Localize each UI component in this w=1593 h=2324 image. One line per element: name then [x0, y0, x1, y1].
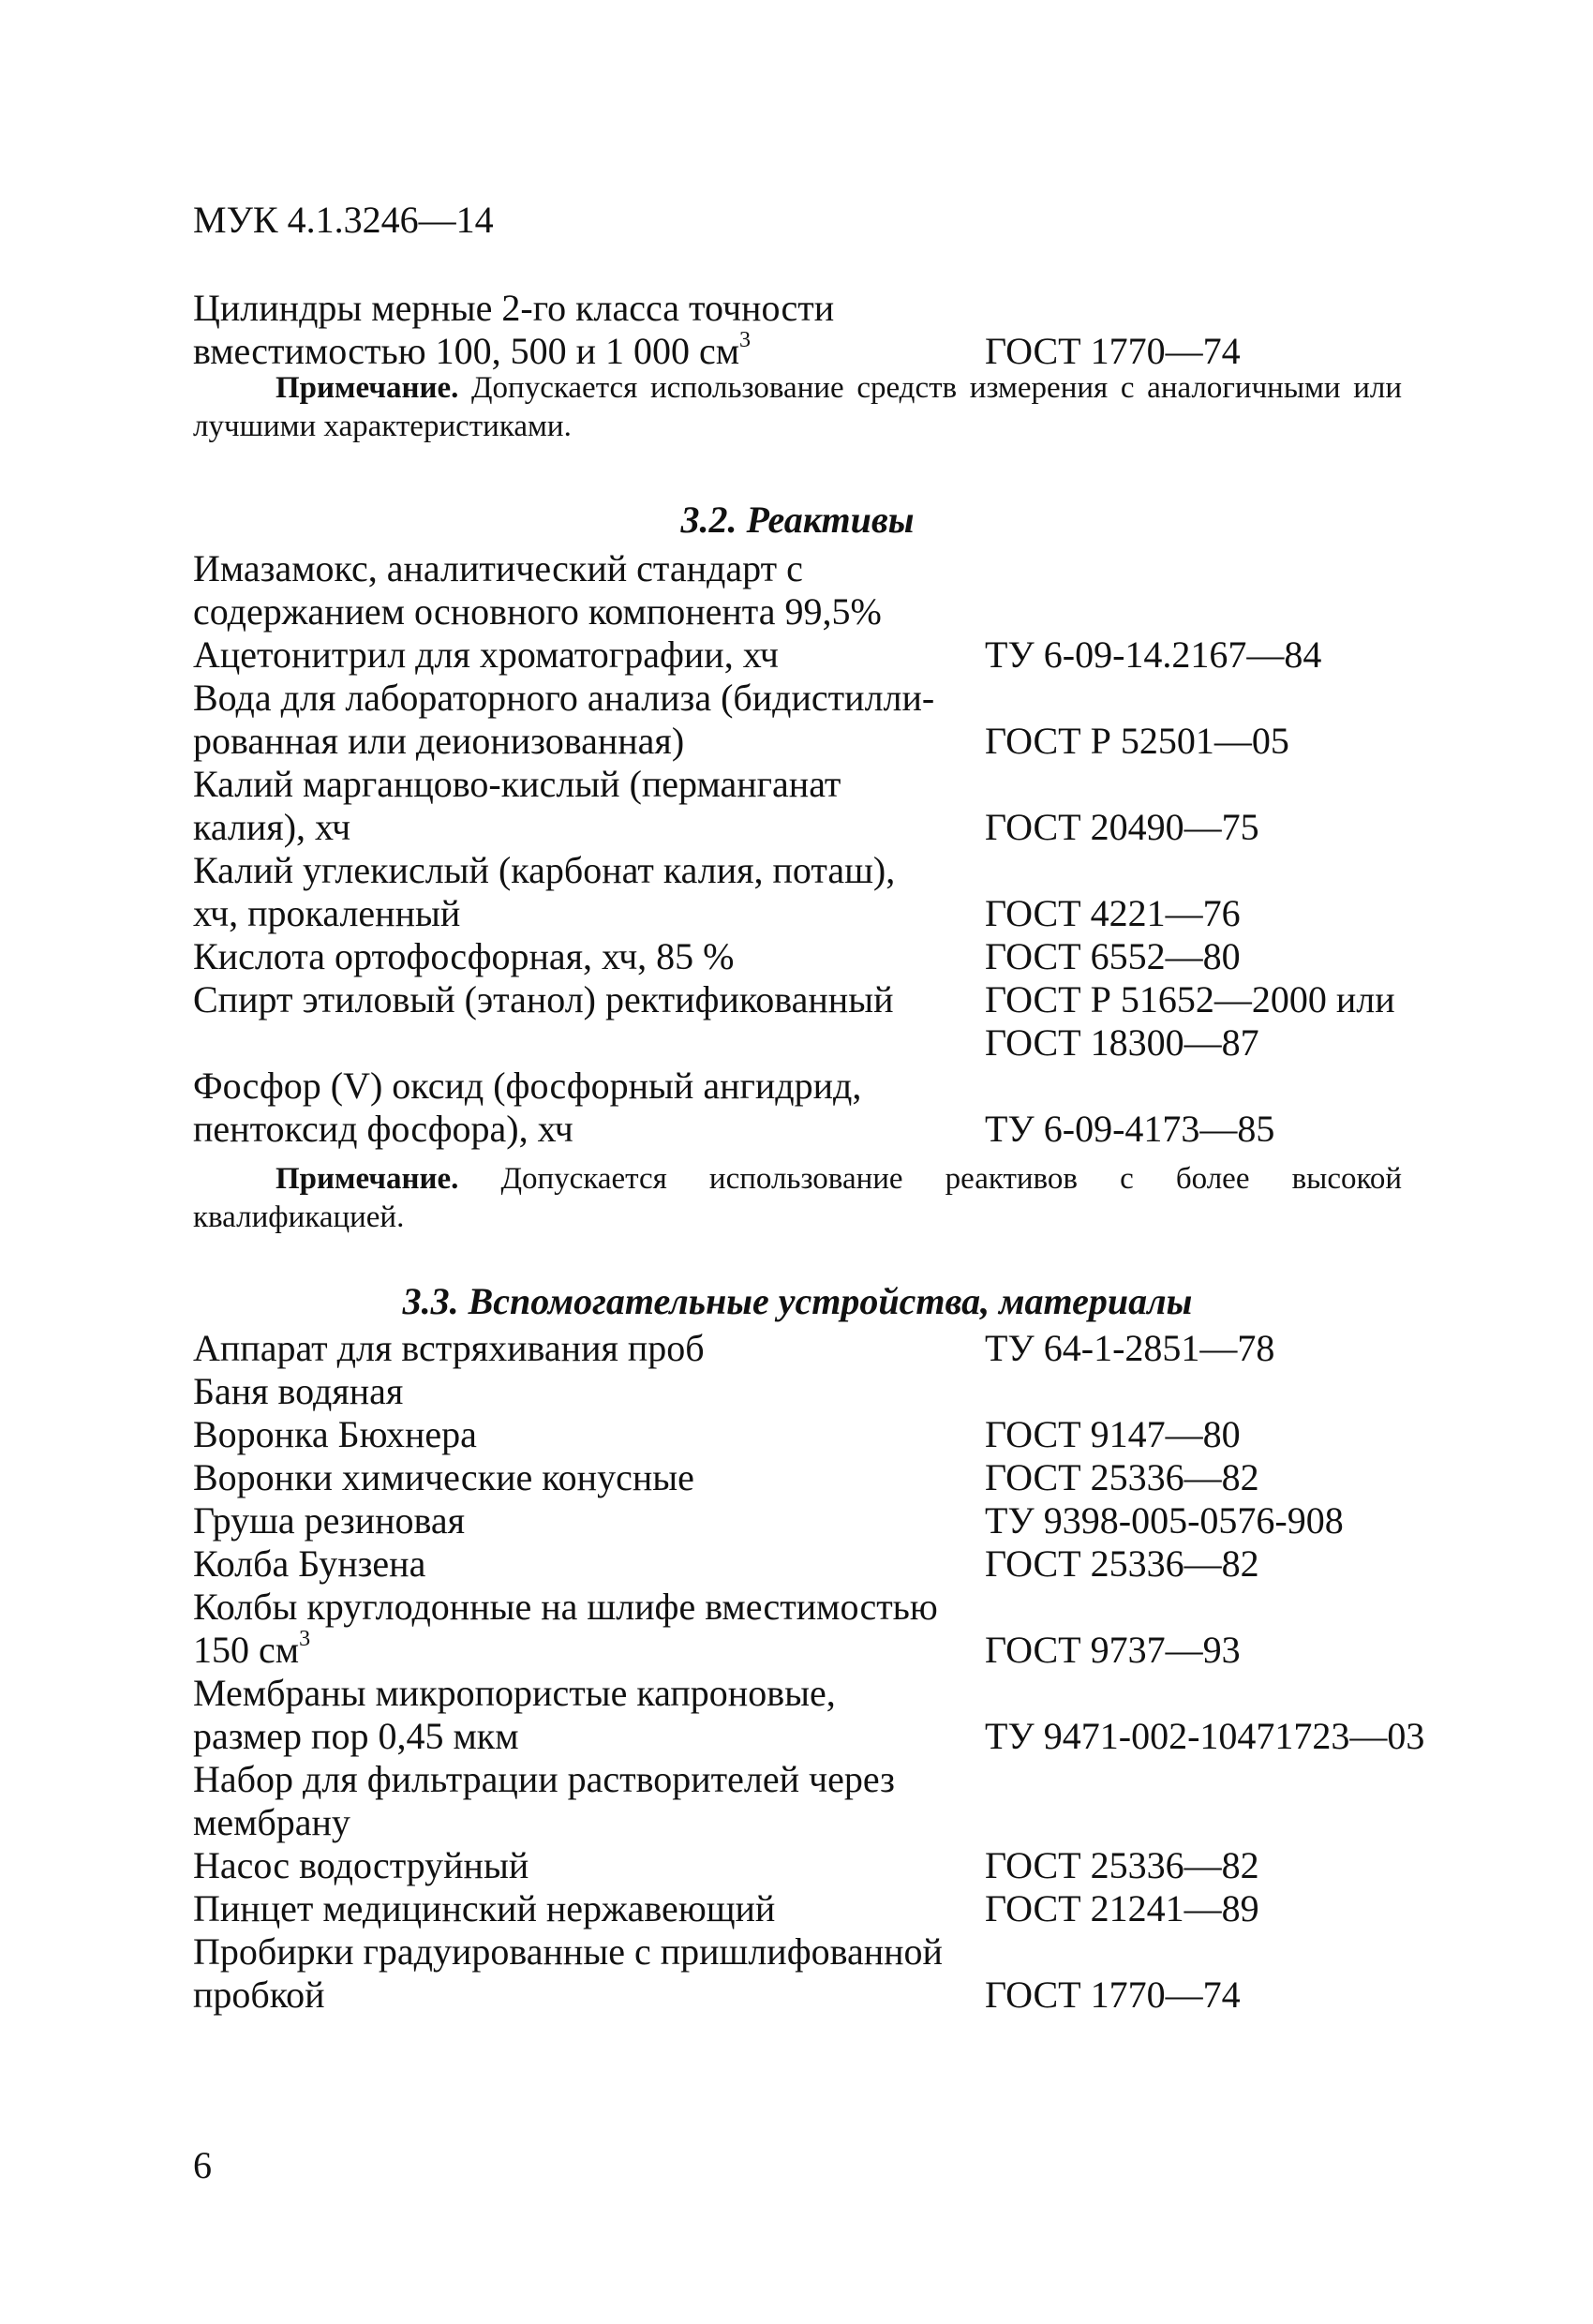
- item-standard: ГОСТ 20490—75: [985, 806, 1259, 848]
- note-label: Примечание.: [275, 371, 459, 405]
- item-standard: ГОСТ 1770—74: [985, 330, 1241, 372]
- item-standard: ГОСТ 25336—82: [985, 1456, 1259, 1498]
- note-text: Допускается использование реактивов с более высокой квалификацией.: [193, 1162, 1403, 1234]
- item-standard: ТУ 6-09-14.2167—84: [985, 633, 1322, 676]
- item-standard: ГОСТ 25336—82: [985, 1542, 1259, 1585]
- note-text: Допускается использование средств измерения с аналогичными или лучшими характеристиками.: [193, 371, 1403, 443]
- item-standard: ГОСТ 6552—80: [985, 935, 1241, 977]
- item-name: Цилиндры мерные 2-го класса точности вместимостью 100, 500 и 1 000 $см^3$: [193, 287, 835, 372]
- item-standard: ТУ 6-09-4173—85: [985, 1108, 1275, 1150]
- note-paragraph: [193, 369, 1402, 446]
- item-standard: ГОСТ 25336—82: [985, 1844, 1259, 1886]
- document-code: МУК 4.1.3246—14: [193, 199, 494, 241]
- item-standard: ГОСТ 9737—93: [985, 1629, 1241, 1671]
- note-label: Примечание.: [275, 1162, 459, 1196]
- section-title-auxiliary: 3.3. Вспомогательные устройства, материалы: [402, 1280, 1193, 1322]
- item-standard: ТУ 9471-002-10471723—03: [985, 1715, 1425, 1757]
- item-standard: ТУ 64-1-2851—78: [985, 1327, 1275, 1369]
- item-standard: ТУ 9398-005-0576-908: [985, 1499, 1344, 1542]
- section-title-reagents: 3.2. Реактивы: [680, 499, 915, 541]
- item-standard: ГОСТ Р 51652—2000 или ГОСТ 18300—87: [985, 978, 1395, 1064]
- item-standard: ГОСТ 9147—80: [985, 1413, 1241, 1455]
- item-standard: ГОСТ Р 52501—05: [985, 720, 1289, 762]
- note-paragraph: [193, 1160, 1402, 1237]
- document-page: МУК 4.1.3246—14 Цилиндры мерные 2-го класса точности вместимостью 100, 500 и 1 000 $см^3$ ГОСТ 1770—74 Примечание. Допускается использование средств измерения с аналогичными или лучшими характеристиками. 3.2. Реактивы Имазамокс, аналитический стандарт с содержанием основного компонента 99,5% Ацетонитрил для хроматографии, хч ТУ 6-09-14.2167—84 Вода для лабораторного анализа (бидистилли- рованная или деионизованная) ГОСТ Р 52501—05 Калий марганцово-кислый (перманганат калия), хч ГОСТ 20490—75 Калий углекислый (карбонат калия, поташ), хч, прокаленный ГОСТ 4221—76 Кислота ортофосфорная, хч, 85 % ГОСТ 6552—80 Спирт этиловый (этанол) ректификованный ГОСТ Р 51652—2000 или ГОСТ 18300—87 Фосфор (V) оксид (фосфорный ангидрид, пентоксид фосфора), хч ТУ 6-09-4173—85 Примечание. Допускается использование реактивов с более высокой квалификацией. 3.3. Вспомогательные устройства, материалы Аппарат для встряхивания проб ТУ 64-1-2851—78 Баня водяная Воронка Бюхнера ГОСТ 9147—80 Воронки химические конусные ГОСТ 25336—82 Груша резиновая ТУ 9398-005-0576-908 Колба Бунзена ГОСТ 25336—82 Колбы круглодонные на шлифе вместимостью 150 $см^3$ ГОСТ 9737—93 Мембраны микропористые капроновые, размер пор 0,45 мкм ТУ 9471-002-10471723—03 Набор для фильтрации растворителей через мембрану Насос водоструйный ГОСТ 25336—82 Пинцет медицинский нержавеющий ГОСТ 21241—89 Пробирки градуированные с пришлифованной пробкой ГОСТ 1770—74 6: [193, 199, 1425, 2186]
- item-standard: ГОСТ 21241—89: [985, 1887, 1259, 1929]
- item-standard: ГОСТ 4221—76: [985, 892, 1241, 934]
- page-number: 6: [193, 2144, 212, 2186]
- item-standard: ГОСТ 1770—74: [985, 1974, 1241, 2016]
